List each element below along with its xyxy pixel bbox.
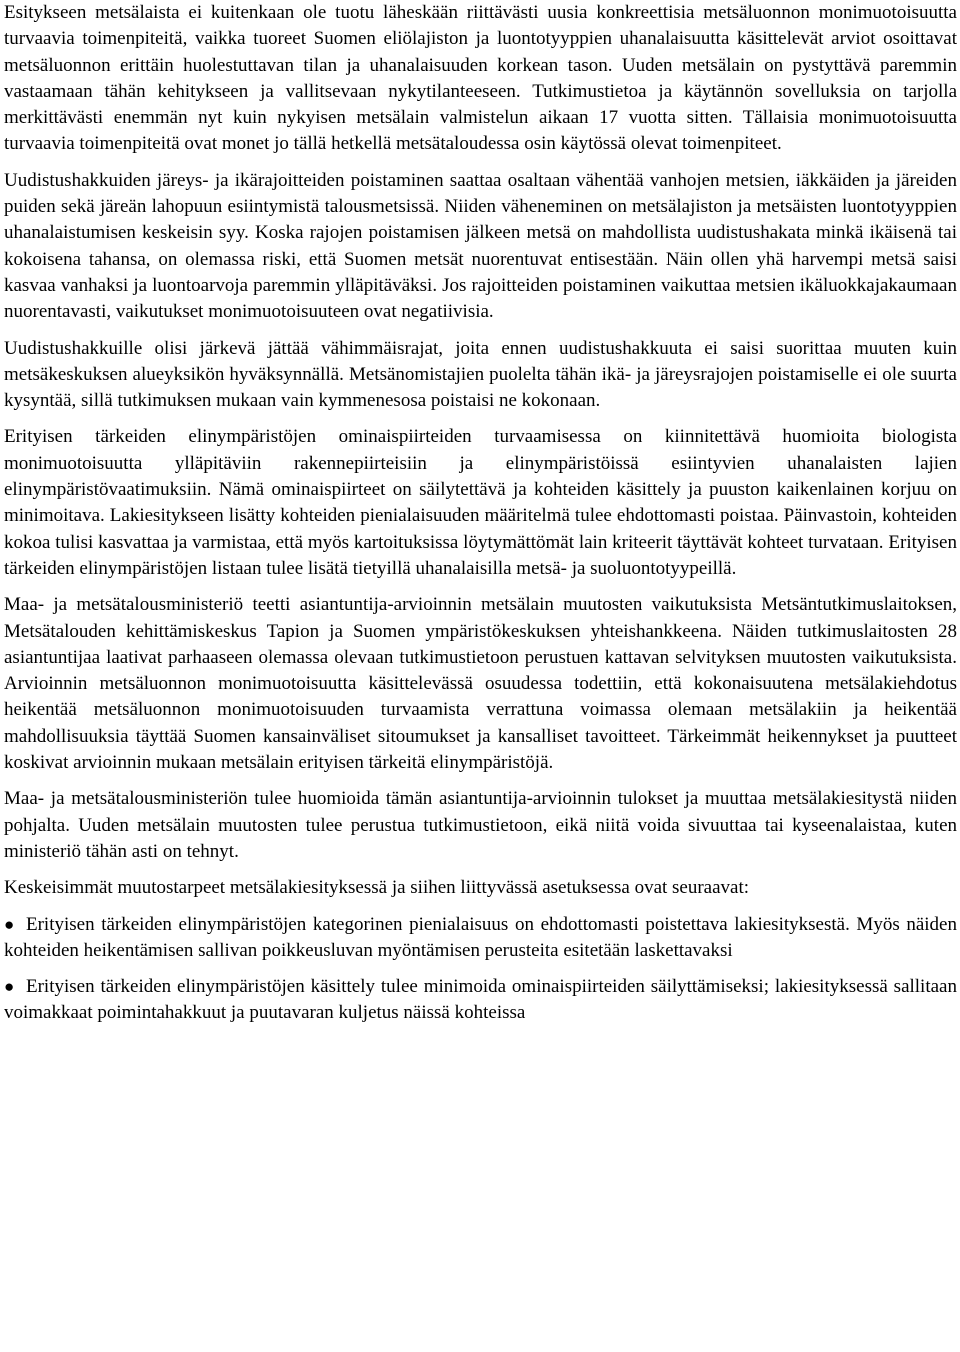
paragraph-2: Uudistushakkuiden järeys- ja ikärajoitteiden poistaminen saattaa osaltaan vähentää vanhojen metsien, iäkkäiden ja järeiden puiden sekä järeän lahopuun esiintymistä talousmetsissä. Niiden väheneminen on metsälajiston ja metsäisten luontotyyppien uhanalaistumisen keskeisin syy. Koska rajojen poistamisen jälkeen metsä on mahdollista uudistushakata minkä ikäisenä tai kokoisena tahansa, on olemassa riski, että Suomen metsät nuorentuvat entisestään. Näin ollen yhä harvempi metsä saisi kasvaa vanhaksi ja luontoarvoja paremmin ylläpitäväksi. Jos rajoitteiden poistaminen vaikuttaa metsien ikäluokkajakaumaan nuorentavasti, vaikutukset monimuotoisuuteen ovat negatiivisia. <box>4 169 957 323</box>
bullet-dot-icon: ● <box>4 977 15 997</box>
bullet-item <box>4 974 957 1027</box>
paragraph-3: Uudistushakkuille olisi järkevä jättää vähimmäisrajat, joita ennen uudistushakkuuta ei saisi suorittaa muuten kuin metsäkeskuksen alueyksikön hyväksynnällä. Metsänomistajien puolelta tähän ikä- ja järeysrajojen poistamiselle ei ole suurta kysyntää, sillä tutkimuksen mukaan vain kymmenesosa poistaisi ne kokonaan. <box>4 337 957 412</box>
bullet-text: Erityisen tärkeiden elinympäristöjen käsittely tulee minimoida ominaispiirteiden säilyttämiseksi; lakiesityksessä sallitaan voimakkaat poimintahakkuut ja puutavaran kuljetus näissä kohteissa <box>4 976 957 1024</box>
paragraph-7: Keskeisimmät muutostarpeet metsälakiesityksessä ja siihen liittyvässä asetuksessa ovat seuraavat: <box>4 877 750 899</box>
bullet-text: Erityisen tärkeiden elinympäristöjen kategorinen pienialaisuus on ehdottomasti poistettava lakiesityksestä. Myös näiden kohteiden heikentämisen sallivan poikkeusluvan myöntämisen perusteita esitetään laskettavaksi <box>4 913 957 961</box>
bullet-item <box>4 912 957 965</box>
paragraph-1: Esitykseen metsälaista ei kuitenkaan ole tuotu läheskään riittävästi uusia konkreettisia metsäluonnon monimuotoisuutta turvaavia toimenpiteitä, vaikka tuoreet Suomen eliölajiston ja luontotyyppien uhanalaisuutta käsittelevät arviot osoittavat metsäluonnon erittäin huolestuttavan tilan ja uhanalaisuuden korkean tason. Uuden metsälain on pystyttävä paremmin vastaamaan tähän kehitykseen ja vallitsevaan nykytilanteeseen. Tutkimustietoa ja käytännön sovelluksia on tarjolla merkittävästi enemmän nyt kuin nykyisen metsälain valmistelun aikaan 17 vuotta sitten. Tällaisia monimuotoisuutta turvaavia toimenpiteitä ovat monet jo tällä hetkellä metsätaloudessa osin käytössä olevat toimenpiteet. <box>4 2 957 155</box>
paragraph-6: Maa- ja metsätalousministeriön tulee huomioida tämän asiantuntija-arvioinnin tulokset ja muuttaa metsälakiesitystä niiden pohjalta. Uuden metsälain muutosten tulee perustua tutkimustietoon, eikä niitä voida sivuuttaa tai kyseenalaistaa, kuten ministeriö tähän asti on tehnyt. <box>4 788 957 862</box>
paragraph-4: Erityisen tärkeiden elinympäristöjen ominaispiirteiden turvaamisessa on kiinnitettävä huomioita biologista monimuotoisuutta ylläpitäviin rakennepiirteisiin ja elinympäristöissä esiintyvien uhanalaisten lajien elinympäristövaatimuksiin. Nämä ominaispiirteet on säilytettävä ja kohteiden käsittely ja puuston kaikenlainen korjuu on minimoitava. Lakiesitykseen lisätty kohteiden pienialaisuuden määritelmä tulee ehdottomasti poistaa. Päinvastoin, kohteiden kokoa tulisi kasvattaa ja varmistaa, että myös kartoituksissa löytymättömät lain kriteerit täyttävät kohteet turvataan. Erityisen tärkeiden elinympäristöjen listaan tulee lisätä tietyillä uhanalaisilla metsä- ja suoluontotyypeillä. <box>4 426 957 579</box>
paragraph-5: Maa- ja metsätalousministeriö teetti asiantuntija-arvioinnin metsälain muutosten vaikutuksista Metsäntutkimuslaitoksen, Metsätalouden kehittämiskeskus Tapion ja Suomen ympäristökeskuksen yhteishankkeena. Näiden tutkimuslaitosten 28 asiantuntijaa laativat parhaaseen olemassa olevaan tutkimustietoon perustuen kattavan selvityksen muutosten vaikutuksista. Arvioinnin metsäluonnon monimuotoisuutta käsittelevässä osuudessa todettiin, että kokonaisuutena metsälakiehdotus heikentää metsäluonnon monimuotoisuuden turvaamista verrattuna voimassa olemaan metsälakiin ja heikentää mahdollisuuksia täyttää Suomen kansainväliset sitoumukset ja kansalliset tavoitteet. Tärkeimmät heikennykset ja puutteet koskivat arvioinnin mukaan metsälain erityisen tärkeitä elinympäristöjä. <box>4 594 957 774</box>
bullet-dot-icon: ● <box>4 914 15 934</box>
